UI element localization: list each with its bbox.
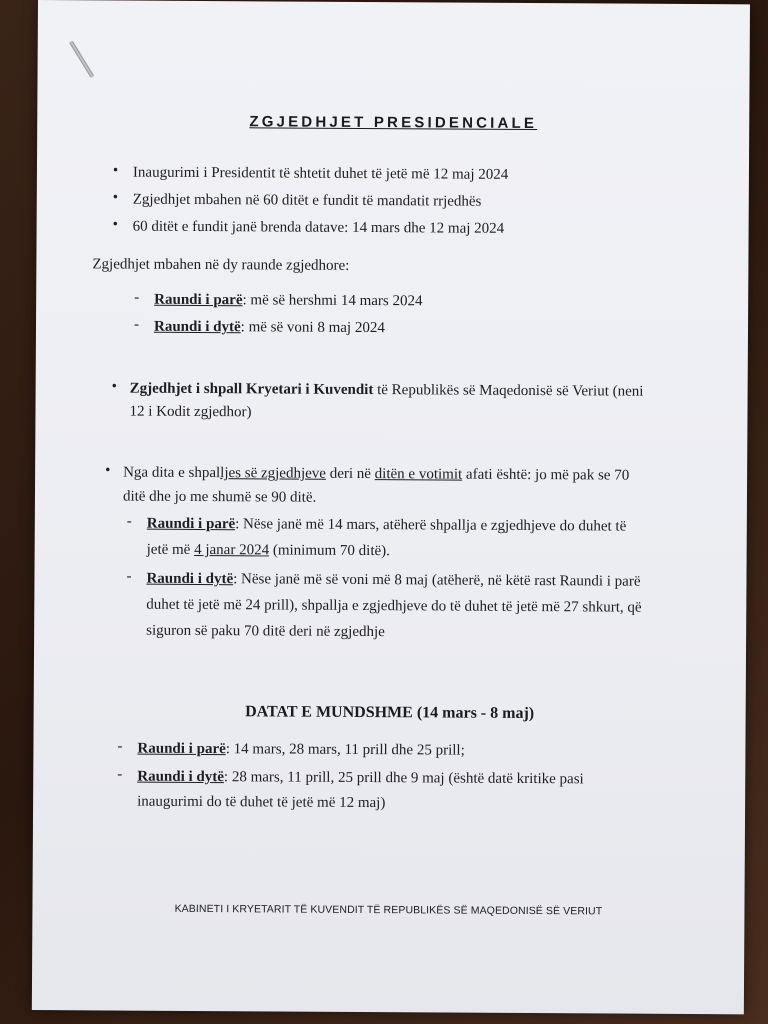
sub2-text: : Nëse janë më së voni më 8 maj (atëherë, në këtë rast Raundi i parë — [233, 571, 641, 590]
bullet-dot-icon: • — [112, 216, 118, 233]
deadline-text-a: Nga dita e shpal — [123, 464, 221, 482]
sub1-label: Raundi i parë — [146, 515, 236, 533]
announce-text: të Republikës së Maqedonisë së Veriut (neni — [373, 382, 644, 400]
dates-round2-text: : 28 mars, 11 prill, 25 prill dhe 9 maj (është datë kritike pasi — [223, 769, 584, 788]
round1-label: Raundi i parë — [154, 291, 243, 309]
dash-marker: - — [133, 316, 140, 333]
dash-marker: - — [117, 738, 123, 755]
dash-marker: - — [134, 289, 140, 306]
deadline-underlined-a: ljes së zgjedhjeve — [220, 465, 327, 482]
bullet-inauguration: Inaugurimi i Presidentit të shtetit duhet të jetë më 12 maj 2024 — [132, 164, 509, 183]
deadline-underlined-b: ditën e votimit — [374, 466, 463, 483]
round2-label: Raundi i dytë — [153, 318, 241, 336]
announce-bold: Zgjedhjet i shpall Kryetari i Kuvendit — [129, 380, 374, 399]
sub1-line1 — [147, 512, 627, 540]
sub2-line3: siguron së paku 70 ditë deri në zgjedhje — [146, 622, 385, 641]
staple — [69, 40, 94, 78]
dates-round1-text: : 14 mars, 28 mars, 11 prill dhe 25 prill; — [225, 741, 465, 759]
announce-line2: 12 i Kodit zgjedhor) — [129, 403, 252, 421]
bullet-dot-icon: • — [105, 462, 111, 479]
paper-sheet — [32, 0, 750, 1014]
bullet-dot-icon: • — [112, 189, 119, 206]
dates-round1-label: Raundi i parë — [137, 740, 226, 758]
sub1-line2 — [147, 538, 390, 564]
round1-line — [154, 288, 422, 315]
sub2-label: Raundi i dytë — [146, 570, 234, 588]
rounds-intro: Zgjedhjet mbahen në dy raunde zgjedhore: — [92, 256, 350, 274]
sub1-text: : Nëse janë më 14 mars, atëherë shpallja e zgjedhjeve do duhet të — [235, 516, 627, 535]
deadline-text-b: deri në — [325, 465, 375, 483]
footer-cabinet: KABINETI I KRYETARIT TË KUVENDIT TË REPUBLIKËS SË MAQEDONISË SË VERIUT — [174, 902, 603, 918]
sub2-line1 — [146, 567, 640, 595]
dates-round2-label: Raundi i dytë — [137, 768, 225, 786]
bullet-date-range: 60 ditët e fundit janë brenda datave: 14 mars dhe 12 maj 2024 — [132, 218, 505, 237]
sub2-line2: duhet të jetë më 24 prill), shpallja e zgjedhjeve do të duhet të jetë më 27 shkurt, që — [146, 596, 642, 616]
dash-marker: - — [126, 513, 132, 530]
round2-line — [154, 315, 385, 341]
sub1-date: 4 janar 2024 — [194, 541, 270, 559]
bullet-election-window: Zgjedhjet mbahen në 60 ditët e fundit të mandatit rrjedhës — [132, 191, 482, 210]
possible-dates-title: DATAT E MUNDSHME (14 mars - 8 maj) — [245, 703, 535, 723]
deadline-line2: ditë dhe jo me shumë se 90 ditë. — [122, 488, 317, 506]
dates-round2 — [137, 765, 584, 793]
dash-marker: - — [117, 766, 123, 783]
dates-round1 — [137, 737, 465, 764]
round1-text: : më së hershmi 14 mars 2024 — [242, 292, 423, 310]
sub1-text-a: jetë më — [146, 541, 195, 558]
sub1-text-b: (minimum 70 ditë). — [269, 542, 390, 560]
bullet-dot-icon: • — [111, 378, 117, 395]
bullet-dot-icon: • — [112, 162, 119, 179]
deadline-text-c: afati është: jo më pak se 70 — [462, 466, 630, 484]
dash-marker: - — [126, 568, 132, 585]
dates-round2-line2: inaugurimi do të duhet të jetë më 12 maj) — [137, 793, 386, 812]
round2-text: : më së voni 8 maj 2024 — [240, 319, 385, 337]
document-title: ZGJEDHJET PRESIDENCIALE — [249, 113, 538, 133]
